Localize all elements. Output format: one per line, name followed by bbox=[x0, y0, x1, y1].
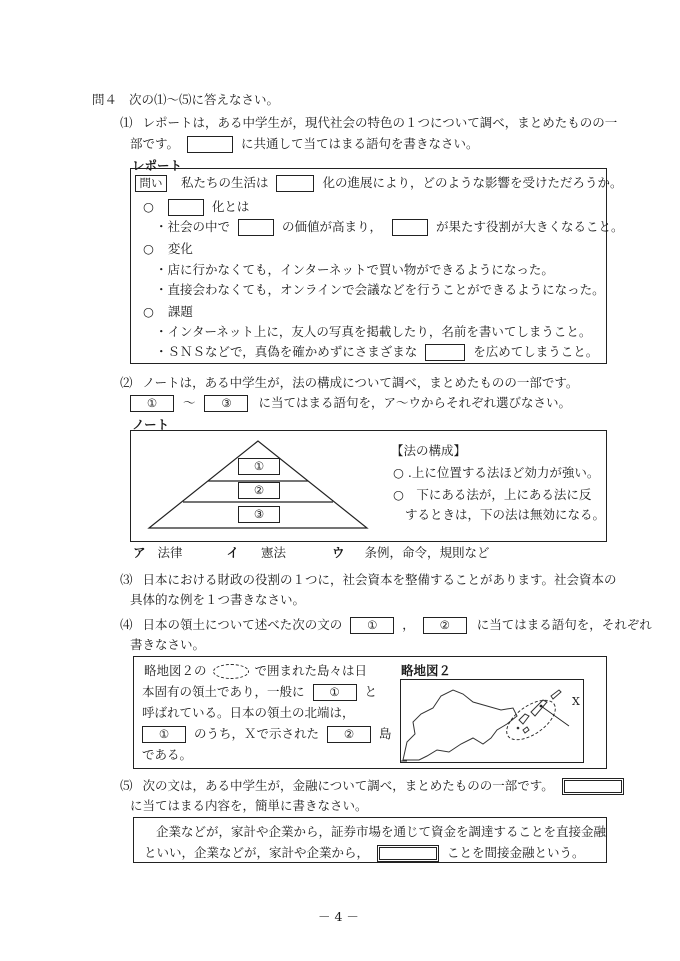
q3-number: ⑶ bbox=[120, 572, 133, 587]
q1-text-2-pre: 部です。 bbox=[130, 136, 180, 151]
q1-text-2-post: に共通して当てはまる語句を書きなさい。 bbox=[240, 136, 479, 151]
report-blank-1 bbox=[276, 175, 314, 192]
island-uruppu bbox=[551, 690, 561, 699]
q5-line2: に当てはまる内容を，簡単に書きなさい。 bbox=[130, 798, 368, 813]
q3-text-1: 日本における財政の役割の１つに，社会資本を整備することがあります。社会資本の bbox=[142, 572, 617, 587]
section-a-text-pre: ・社会の中で bbox=[155, 219, 231, 234]
legend-item-2a: ○ 下にある法が，上にある法に反 bbox=[393, 487, 592, 502]
option-a-letter: ア bbox=[133, 545, 146, 560]
territory-text-4 bbox=[142, 724, 391, 743]
q4-box-1: ① bbox=[350, 617, 394, 634]
finance-text-2-post: ことを間接金融という。 bbox=[446, 845, 585, 860]
q2-box-3: ③ bbox=[204, 395, 248, 412]
q1-text-1: レポートは，ある中学生が，現代社会の特色の１つについて調べ，まとめたものの一 bbox=[142, 115, 618, 130]
report-question-pre: 私たちの生活は bbox=[180, 175, 269, 190]
q2-box-1: ① bbox=[130, 395, 174, 412]
section-b-line-2: ・直接会わなくても，オンラインで会議などを行うことができるようになった。 bbox=[155, 282, 605, 297]
territory-box bbox=[133, 656, 607, 769]
q4-comma: ， bbox=[402, 617, 415, 632]
q1-number: ⑴ bbox=[120, 115, 133, 130]
q1-line2 bbox=[130, 134, 479, 153]
section-b-title bbox=[143, 239, 193, 257]
question-number: 問４ bbox=[92, 92, 118, 107]
report-question-post: 化の進展により，どのような影響を受けただろうか。 bbox=[322, 175, 623, 190]
island-shikotan bbox=[523, 727, 529, 733]
island-kunashiri bbox=[519, 714, 529, 724]
pyramid-label-3: ③ bbox=[238, 506, 280, 523]
option-a-text: 法律 bbox=[157, 545, 183, 560]
finance-text-2 bbox=[144, 843, 585, 862]
q5-line1 bbox=[120, 776, 624, 795]
question-tag: 問い bbox=[135, 175, 167, 192]
section-a-text-mid: の価値が高まり， bbox=[281, 219, 382, 234]
option-u-text: 条例，命令，規則など bbox=[364, 545, 490, 560]
q2-tilde: ～ bbox=[182, 395, 196, 410]
territory-t4-mid: のうち，Ｘで示された bbox=[193, 726, 319, 741]
option-i-letter: イ bbox=[226, 545, 240, 560]
section-a-text-post: が果たす役割が大きくなること。 bbox=[435, 219, 624, 234]
section-c-title bbox=[143, 302, 193, 320]
q4-line1 bbox=[120, 615, 652, 634]
option-u-letter: ウ bbox=[332, 545, 345, 560]
q2-line2 bbox=[130, 393, 571, 412]
pyramid-label-1: ① bbox=[238, 458, 280, 475]
finance-box bbox=[133, 817, 607, 863]
report-question-line bbox=[135, 173, 622, 192]
q4-number: ⑷ bbox=[120, 617, 133, 632]
q5-text-1: 次の文は，ある中学生が，金融について調べ，まとめたものの一部です。 bbox=[142, 778, 554, 793]
section-a-title bbox=[143, 197, 249, 216]
q2-options bbox=[133, 543, 490, 561]
section-c-text-post: を広めてしまうこと。 bbox=[473, 344, 599, 359]
territory-t1-pre: 略地図２の bbox=[144, 663, 207, 678]
hokkaido-map bbox=[401, 680, 583, 762]
map-title: 略地図２ bbox=[401, 663, 452, 678]
legend-title: 【法の構成】 bbox=[391, 443, 467, 458]
territory-box-2: ② bbox=[327, 726, 371, 743]
territory-box-1: ① bbox=[313, 684, 357, 701]
map-frame bbox=[400, 679, 584, 763]
circle-bullet-a: ○ bbox=[143, 199, 154, 214]
hokkaido-outline bbox=[403, 690, 517, 760]
report-blank-3 bbox=[238, 219, 274, 236]
q5-blank-box bbox=[562, 778, 624, 795]
question-instruction: 次の⑴～⑸に答えなさい。 bbox=[129, 92, 280, 107]
map-marker-x: X bbox=[572, 695, 580, 708]
territory-t1-post: で囲まれた島々は日 bbox=[254, 663, 367, 678]
page-number: － 4 － bbox=[318, 909, 359, 924]
q5-number: ⑸ bbox=[120, 778, 133, 793]
section-b-label: 変化 bbox=[167, 241, 193, 256]
q2-text-1: ノートは，ある中学生が，法の構成について調べ，まとめたものの一部です。 bbox=[142, 375, 579, 390]
question-header bbox=[92, 90, 279, 108]
territory-text-2 bbox=[142, 682, 377, 701]
report-box bbox=[130, 168, 624, 364]
territory-t4-post: 島 bbox=[378, 726, 392, 741]
territory-box-1b: ① bbox=[142, 726, 186, 743]
note-label: ノート bbox=[132, 417, 170, 432]
report-blank-4 bbox=[392, 219, 428, 236]
territory-t2-post: と bbox=[364, 684, 377, 699]
q4-text-1-post: に当てはまる語句を，それぞれ bbox=[476, 617, 652, 632]
finance-text-2-pre: といい，企業などが，家計や企業から， bbox=[144, 845, 370, 860]
section-a-label: 化とは bbox=[211, 199, 250, 214]
q4-line2: 書きなさい。 bbox=[130, 637, 206, 652]
dashed-oval bbox=[213, 664, 249, 679]
q1-line1 bbox=[120, 113, 617, 131]
circle-bullet-c: ○ bbox=[143, 304, 154, 319]
q4-text-1-pre: 日本の領土について述べた次の文の bbox=[142, 617, 343, 632]
pyramid-label-2: ② bbox=[238, 482, 280, 499]
option-i-text: 憲法 bbox=[261, 545, 287, 560]
q2-line1 bbox=[120, 373, 578, 391]
territory-t2-pre: 本固有の領土であり，一般に bbox=[142, 684, 305, 699]
q3-line1 bbox=[120, 570, 617, 588]
section-b-line-1: ・店に行かなくても，インターネットで買い物ができるようになった。 bbox=[155, 262, 554, 277]
territory-text-3: 呼ばれている。日本の領土の北端は， bbox=[142, 705, 355, 720]
finance-text-1: 企業などが，家計や企業から，証券市場を通じて資金を調達することを直接金融 bbox=[156, 824, 607, 839]
island-habomai bbox=[517, 727, 520, 730]
q4-box-2: ② bbox=[423, 617, 467, 634]
report-label: レポート bbox=[132, 158, 183, 173]
circle-bullet-b: ○ bbox=[143, 241, 154, 256]
q1-blank-box bbox=[187, 136, 233, 153]
q2-text-2-post: に当てはまる語句を，ア～ウからそれぞれ選びなさい。 bbox=[258, 395, 571, 410]
note-box bbox=[130, 430, 607, 542]
section-a-line bbox=[155, 217, 623, 236]
report-blank-2 bbox=[168, 199, 204, 216]
section-c-text-pre: ・ＳＮＳなどで，真偽を確かめずにさまざまな bbox=[155, 344, 418, 359]
legend-item-2b: するときは，下の法は無効になる。 bbox=[405, 507, 606, 522]
section-c-line-2 bbox=[155, 342, 598, 361]
q2-number: ⑵ bbox=[120, 375, 133, 390]
territory-ellipse bbox=[500, 692, 562, 747]
q3-line2: 具体的な例を１つ書きなさい。 bbox=[130, 592, 306, 607]
territory-text-1 bbox=[144, 661, 367, 679]
legend-item-1: ○ .上に位置する法ほど効力が強い。 bbox=[393, 465, 600, 480]
section-c-line-1: ・インターネット上に，友人の写真を掲載したり，名前を書いてしまうこと。 bbox=[155, 324, 592, 339]
finance-blank-box bbox=[377, 845, 439, 862]
section-c-label: 課題 bbox=[167, 304, 193, 319]
territory-text-5: である。 bbox=[142, 747, 193, 762]
report-blank-5 bbox=[425, 344, 465, 361]
island-etorofu bbox=[531, 700, 547, 716]
